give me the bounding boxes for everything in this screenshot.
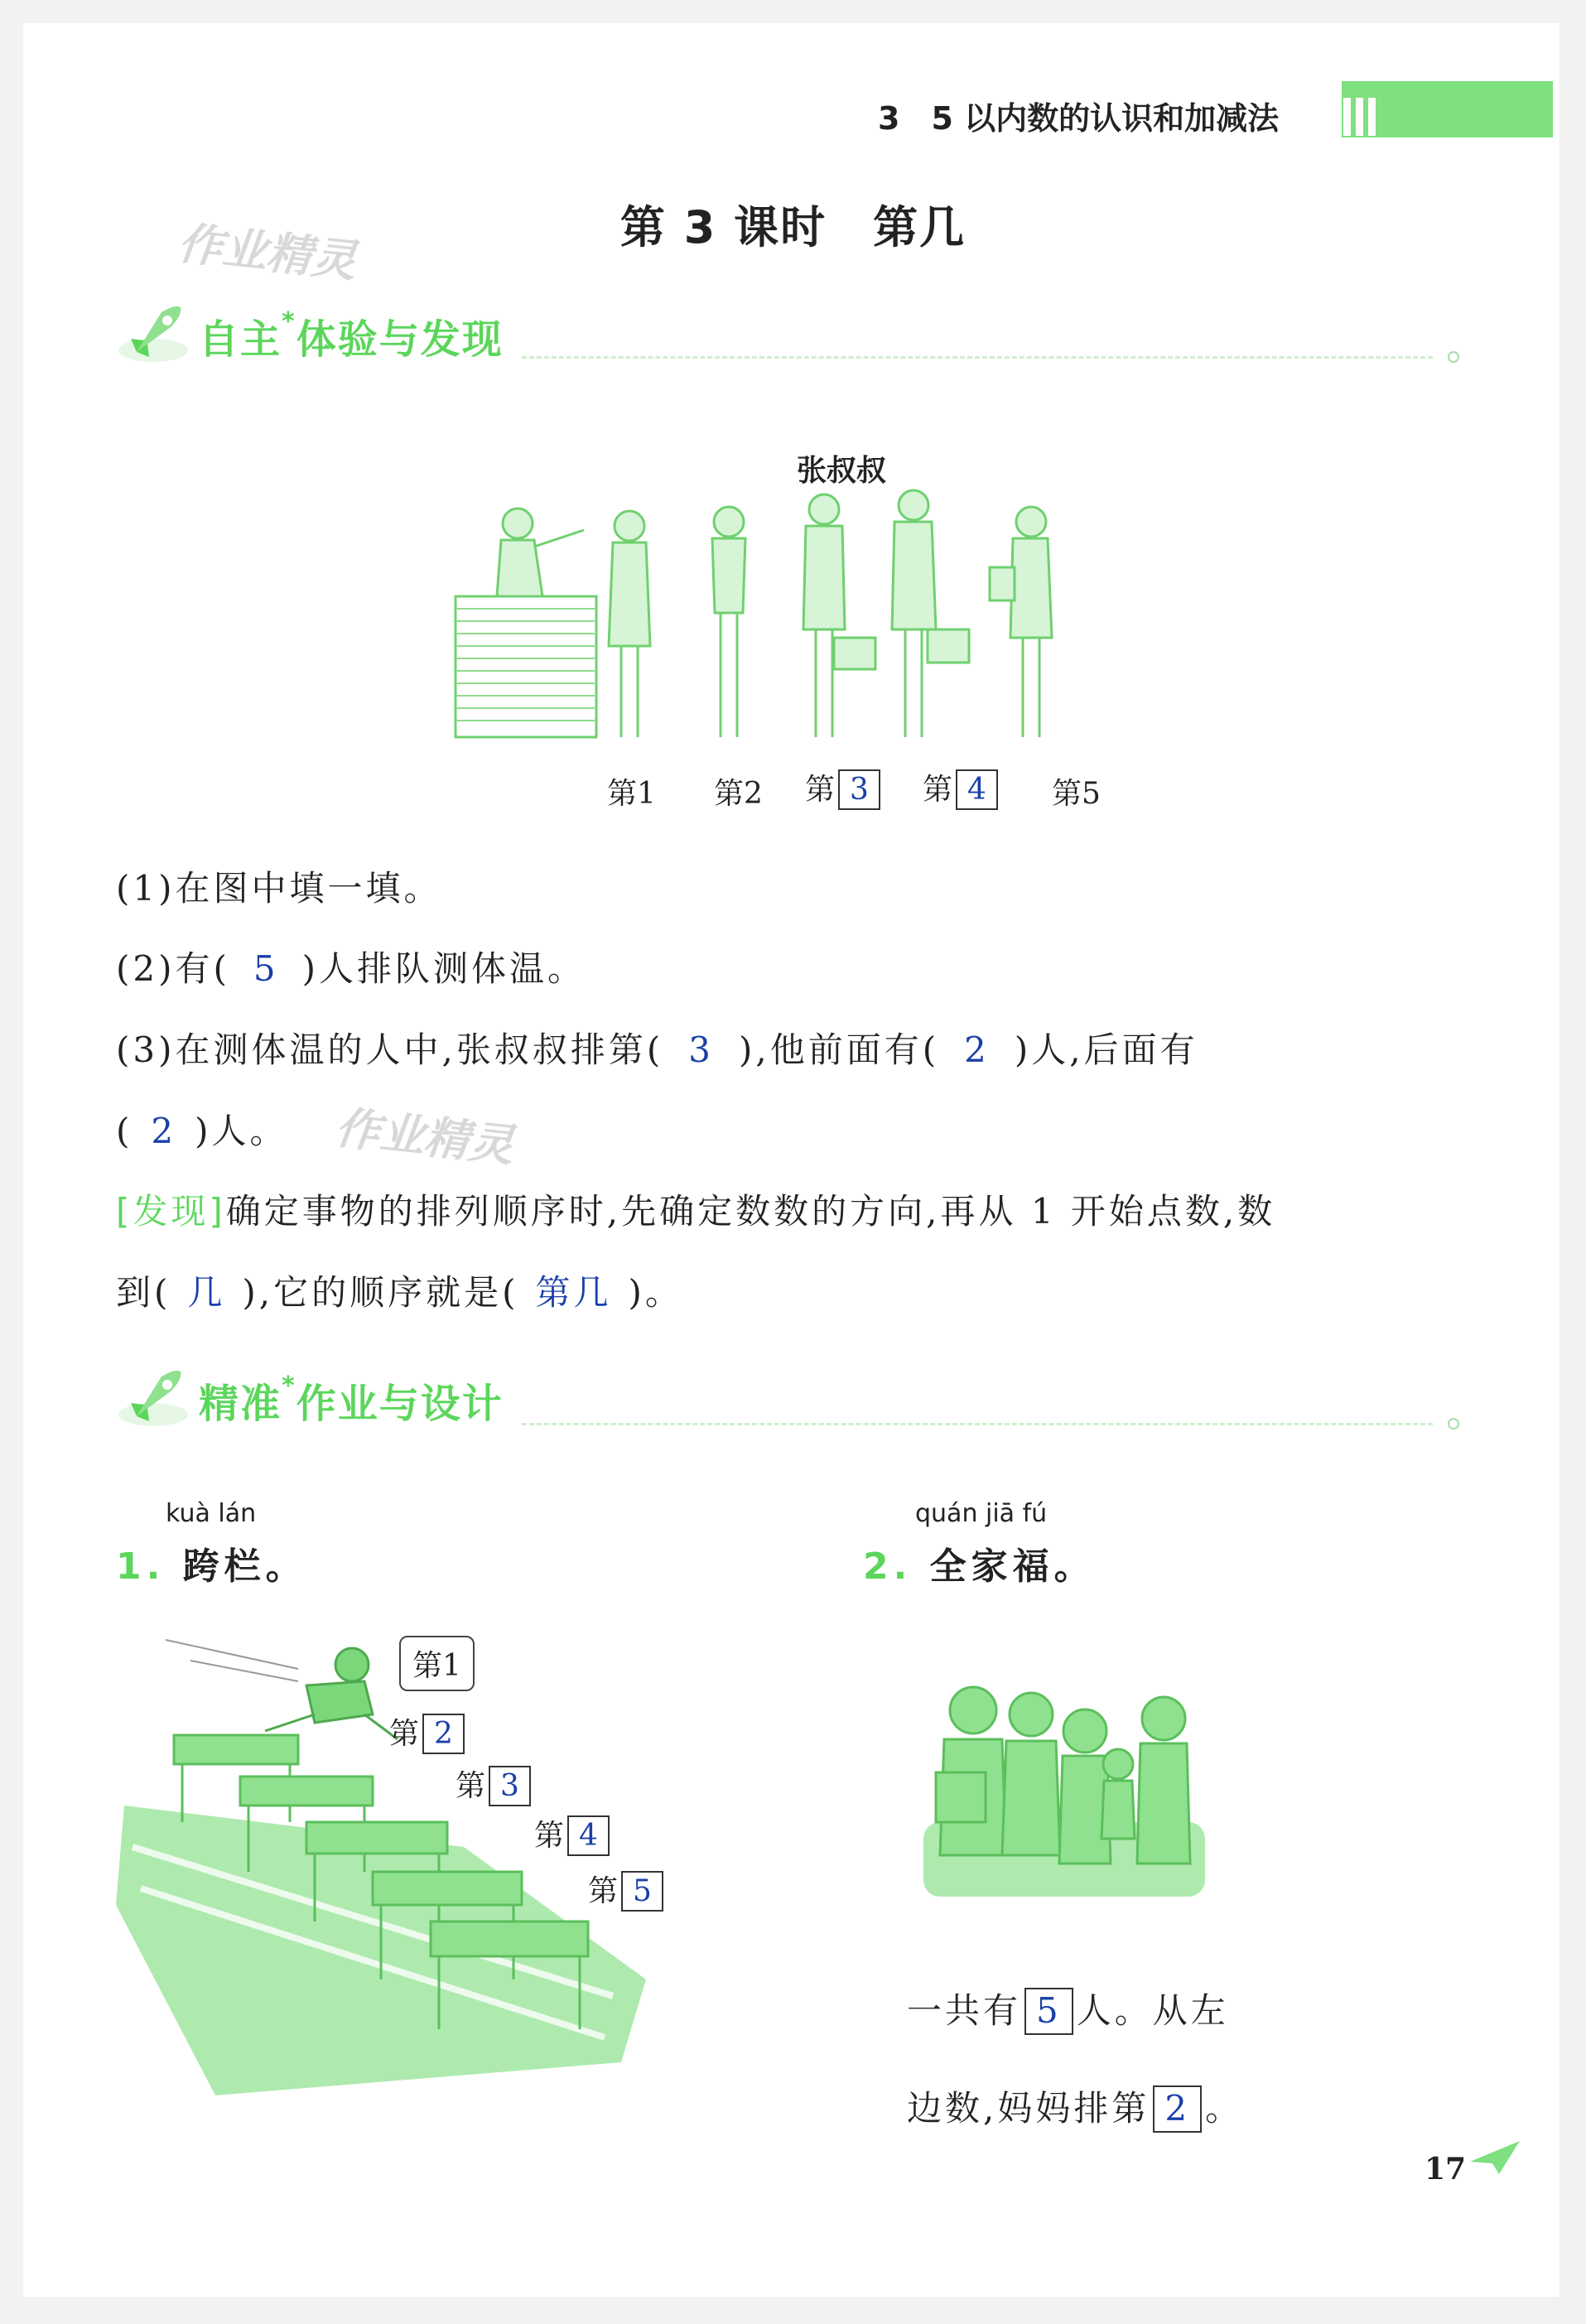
answer-blank[interactable]: 2: [151, 1111, 177, 1151]
answer-blank[interactable]: 5: [253, 948, 279, 989]
lesson-title: 第 3 课时 第几: [619, 201, 967, 253]
section-divider-1: [522, 356, 1433, 359]
answer-box[interactable]: 3: [838, 769, 880, 810]
chapter-heading: 3 5 以内数的认识和加减法: [878, 100, 1280, 137]
answer-box[interactable]: 3: [489, 1766, 531, 1806]
family-photo-illustration: [915, 1665, 1213, 1921]
answer-blank[interactable]: 几: [187, 1272, 226, 1313]
hurdles-illustration: [116, 1632, 646, 2095]
section-divider-2: [522, 1423, 1433, 1425]
answer-box[interactable]: 5: [1024, 1988, 1073, 2035]
answer-blank[interactable]: 2: [964, 1029, 990, 1070]
chapter-stripes: [1343, 98, 1376, 136]
exercise-1-pinyin: kuà lán: [166, 1499, 257, 1528]
exercise-2-title: 2. 全家福。: [863, 1545, 1096, 1588]
question-3-line-2: ( 2 )人。: [116, 1111, 288, 1151]
section-divider-dot-1: [1448, 351, 1459, 363]
uncle-zhang-callout: 张叔叔: [797, 453, 887, 488]
exercise-2-line-1: 一共有 5 人。从左: [907, 1984, 1229, 2035]
discover-tag: [发现]: [116, 1191, 226, 1232]
discover-line-1: [发现]确定事物的排列顺序时,先确定数数的方向,再从 1 开始点数,数: [116, 1191, 1276, 1232]
answer-blank[interactable]: 第几: [535, 1272, 612, 1313]
hurdle-label-1: 第1: [399, 1636, 475, 1691]
section-heading-1: [116, 302, 504, 369]
discover-line-2: 到( 几 ),它的顺序就是( 第几 )。: [116, 1272, 683, 1313]
queue-position-2: 第2: [714, 777, 763, 811]
answer-blank[interactable]: 3: [688, 1029, 714, 1070]
question-2: (2)有( 5 )人排队测体温。: [116, 948, 586, 989]
hurdle-label-4: 第 4: [534, 1812, 613, 1856]
hurdle-label-3: 第 3: [456, 1762, 534, 1806]
queue-position-5: 第5: [1052, 777, 1101, 811]
queue-position-1: 第1: [607, 777, 656, 811]
section-title-2: 精准*作业与设计: [199, 1371, 504, 1427]
queue-position-4: 第 4: [923, 766, 1001, 810]
exercise-1-title: 1. 跨栏。: [116, 1545, 307, 1588]
answer-box[interactable]: 2: [1153, 2085, 1202, 2133]
answer-box[interactable]: 4: [956, 769, 998, 810]
answer-box[interactable]: 5: [621, 1871, 663, 1912]
answer-box[interactable]: 4: [567, 1815, 610, 1856]
watermark: 作业精灵: [175, 216, 359, 288]
section-title-1: 自主*体验与发现: [199, 306, 504, 363]
question-1: (1)在图中填一填。: [116, 868, 442, 909]
exercise-2-line-2: 边数,妈妈排第 2 。: [907, 2081, 1243, 2133]
question-3-line-1: (3)在测体温的人中,张叔叔排第( 3 ),他前面有( 2 )人,后面有: [116, 1029, 1198, 1070]
exercise-2-pinyin: quán jiā fú: [915, 1499, 1048, 1528]
rocket-icon: [116, 1367, 190, 1433]
rocket-icon: [116, 302, 190, 369]
answer-box[interactable]: 2: [422, 1714, 465, 1754]
queue-position-3: 第 3: [805, 766, 884, 810]
hurdle-label-5: 第 5: [588, 1868, 667, 1912]
queue-illustration: [451, 489, 1139, 754]
section-divider-dot-2: [1448, 1418, 1459, 1430]
watermark: 作业精灵: [332, 1101, 517, 1173]
paper-plane-icon: [1466, 2137, 1524, 2178]
hurdle-label-2: 第 2: [389, 1710, 468, 1754]
page-number: 17: [1425, 2152, 1467, 2187]
section-heading-2: [116, 1367, 504, 1433]
